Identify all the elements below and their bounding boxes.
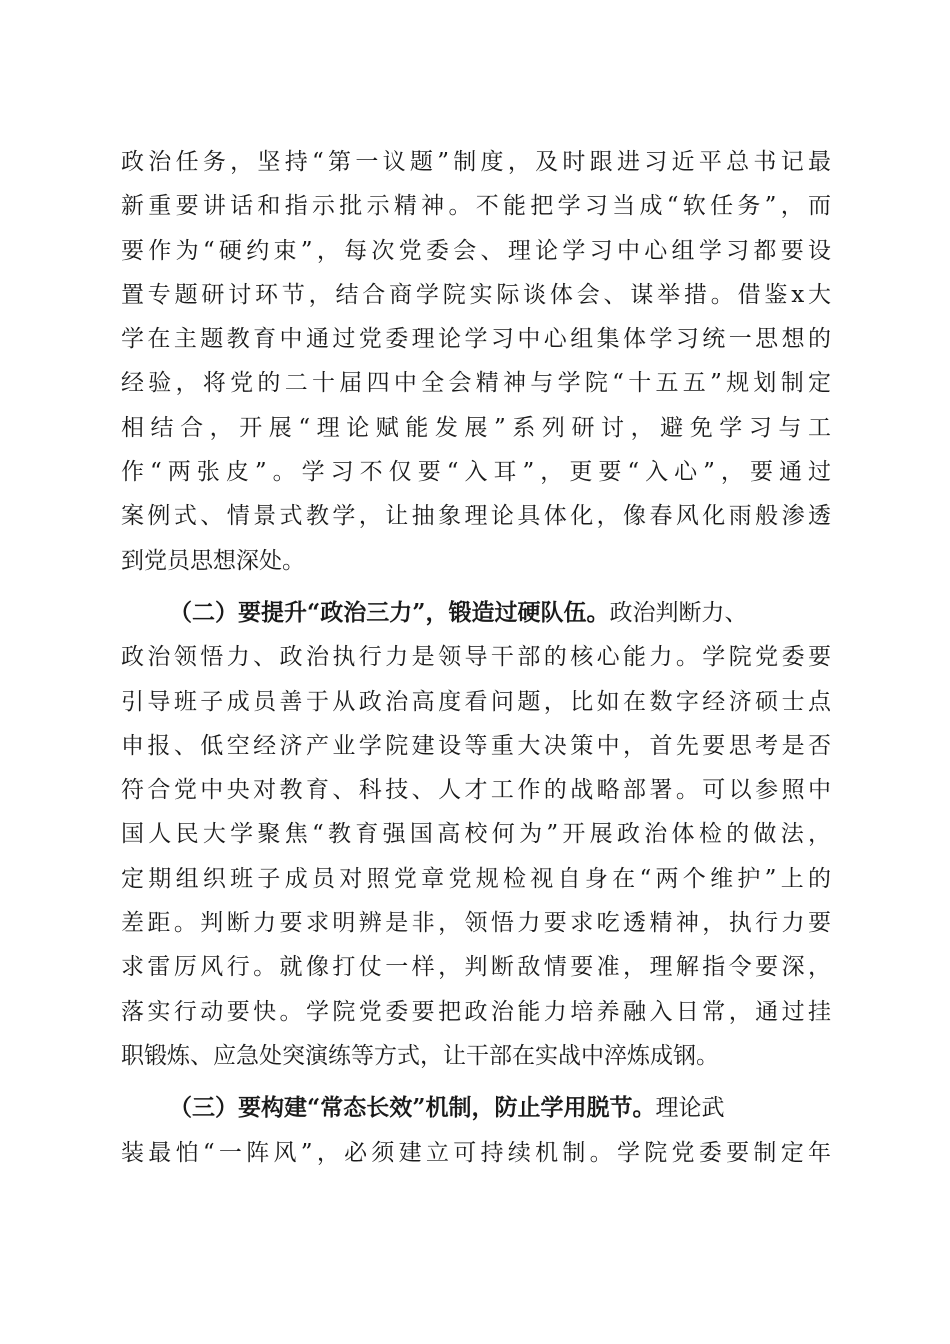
text-line: 新重要讲话和指示批示精神。不能把学习当成“软任务”，而: [121, 193, 831, 220]
text-line: 政治任务，坚持“第一议题”制度，及时跟进习近平总书记最: [121, 149, 831, 175]
paragraph-gap: [121, 583, 831, 591]
text-line: 符合党中央对教育、科技、人才工作的战略部署。可以参照中: [121, 777, 831, 804]
body-text: [121, 140, 831, 1175]
text-line: 申报、低空经济产业学院建设等重大决策中，首先要思考是否: [121, 732, 831, 759]
paragraph-3: [121, 1086, 831, 1175]
paragraph-1: [121, 140, 831, 583]
section-heading: （二）要提升“政治三力”，锻造过硬队伍。: [169, 598, 610, 626]
text-run: 理论武: [655, 1095, 725, 1122]
text-line: 差距。判断力要求明辨是非，领悟力要求吃透精神，执行力要: [121, 910, 831, 937]
text-line: 定期组织班子成员对照党章党规检视自身在“两个维护”上的: [121, 865, 831, 892]
text-line: 案例式、情景式教学，让抽象理论具体化，像春风化雨般渗透: [121, 503, 831, 530]
text-line: 学在主题教育中通过党委理论学习中心组集体学习统一思想的: [121, 326, 831, 353]
paragraph-2: [121, 591, 831, 1078]
text-line: 职锻炼、应急处突演练等方式，让干部在实战中淬炼成钢。: [121, 1042, 719, 1069]
text-line: [121, 591, 831, 635]
text-run: 政治判断力、: [609, 599, 748, 626]
text-line: 求雷厉风行。就像打仗一样，判断敌情要准，理解指令要深，: [121, 954, 831, 981]
text-line: 要作为“硬约束”，每次党委会、理论学习中心组学习都要设: [121, 237, 831, 264]
text-line: 装最怕“一阵风”，必须建立可持续机制。学院党委要制定年: [121, 1139, 831, 1166]
text-line: 置专题研讨环节，结合商学院实际谈体会、谋举措。借鉴x大: [121, 281, 831, 308]
text-line: 引导班子成员善于从政治高度看问题，比如在数字经济硕士点: [121, 688, 831, 715]
text-line: 到党员思想深处。: [121, 547, 305, 574]
text-line: 政治领悟力、政治执行力是领导干部的核心能力。学院党委要: [121, 644, 831, 671]
text-line: 国人民大学聚焦“教育强国高校何为”开展政治体检的做法，: [121, 821, 831, 848]
text-line: 作“两张皮”。学习不仅要“入耳”，更要“入心”，要通过: [121, 459, 831, 486]
text-line: 相结合，开展“理论赋能发展”系列研讨，避免学习与工: [121, 414, 831, 441]
section-heading: （三）要构建“常态长效”机制，防止学用脱节。: [169, 1094, 656, 1122]
paragraph-gap: [121, 1078, 831, 1086]
text-line: [121, 1086, 831, 1130]
text-line: 落实行动要快。学院党委要把政治能力培养融入日常，通过挂: [121, 998, 831, 1025]
text-line: 经验，将党的二十届四中全会精神与学院“十五五”规划制定: [121, 370, 831, 397]
